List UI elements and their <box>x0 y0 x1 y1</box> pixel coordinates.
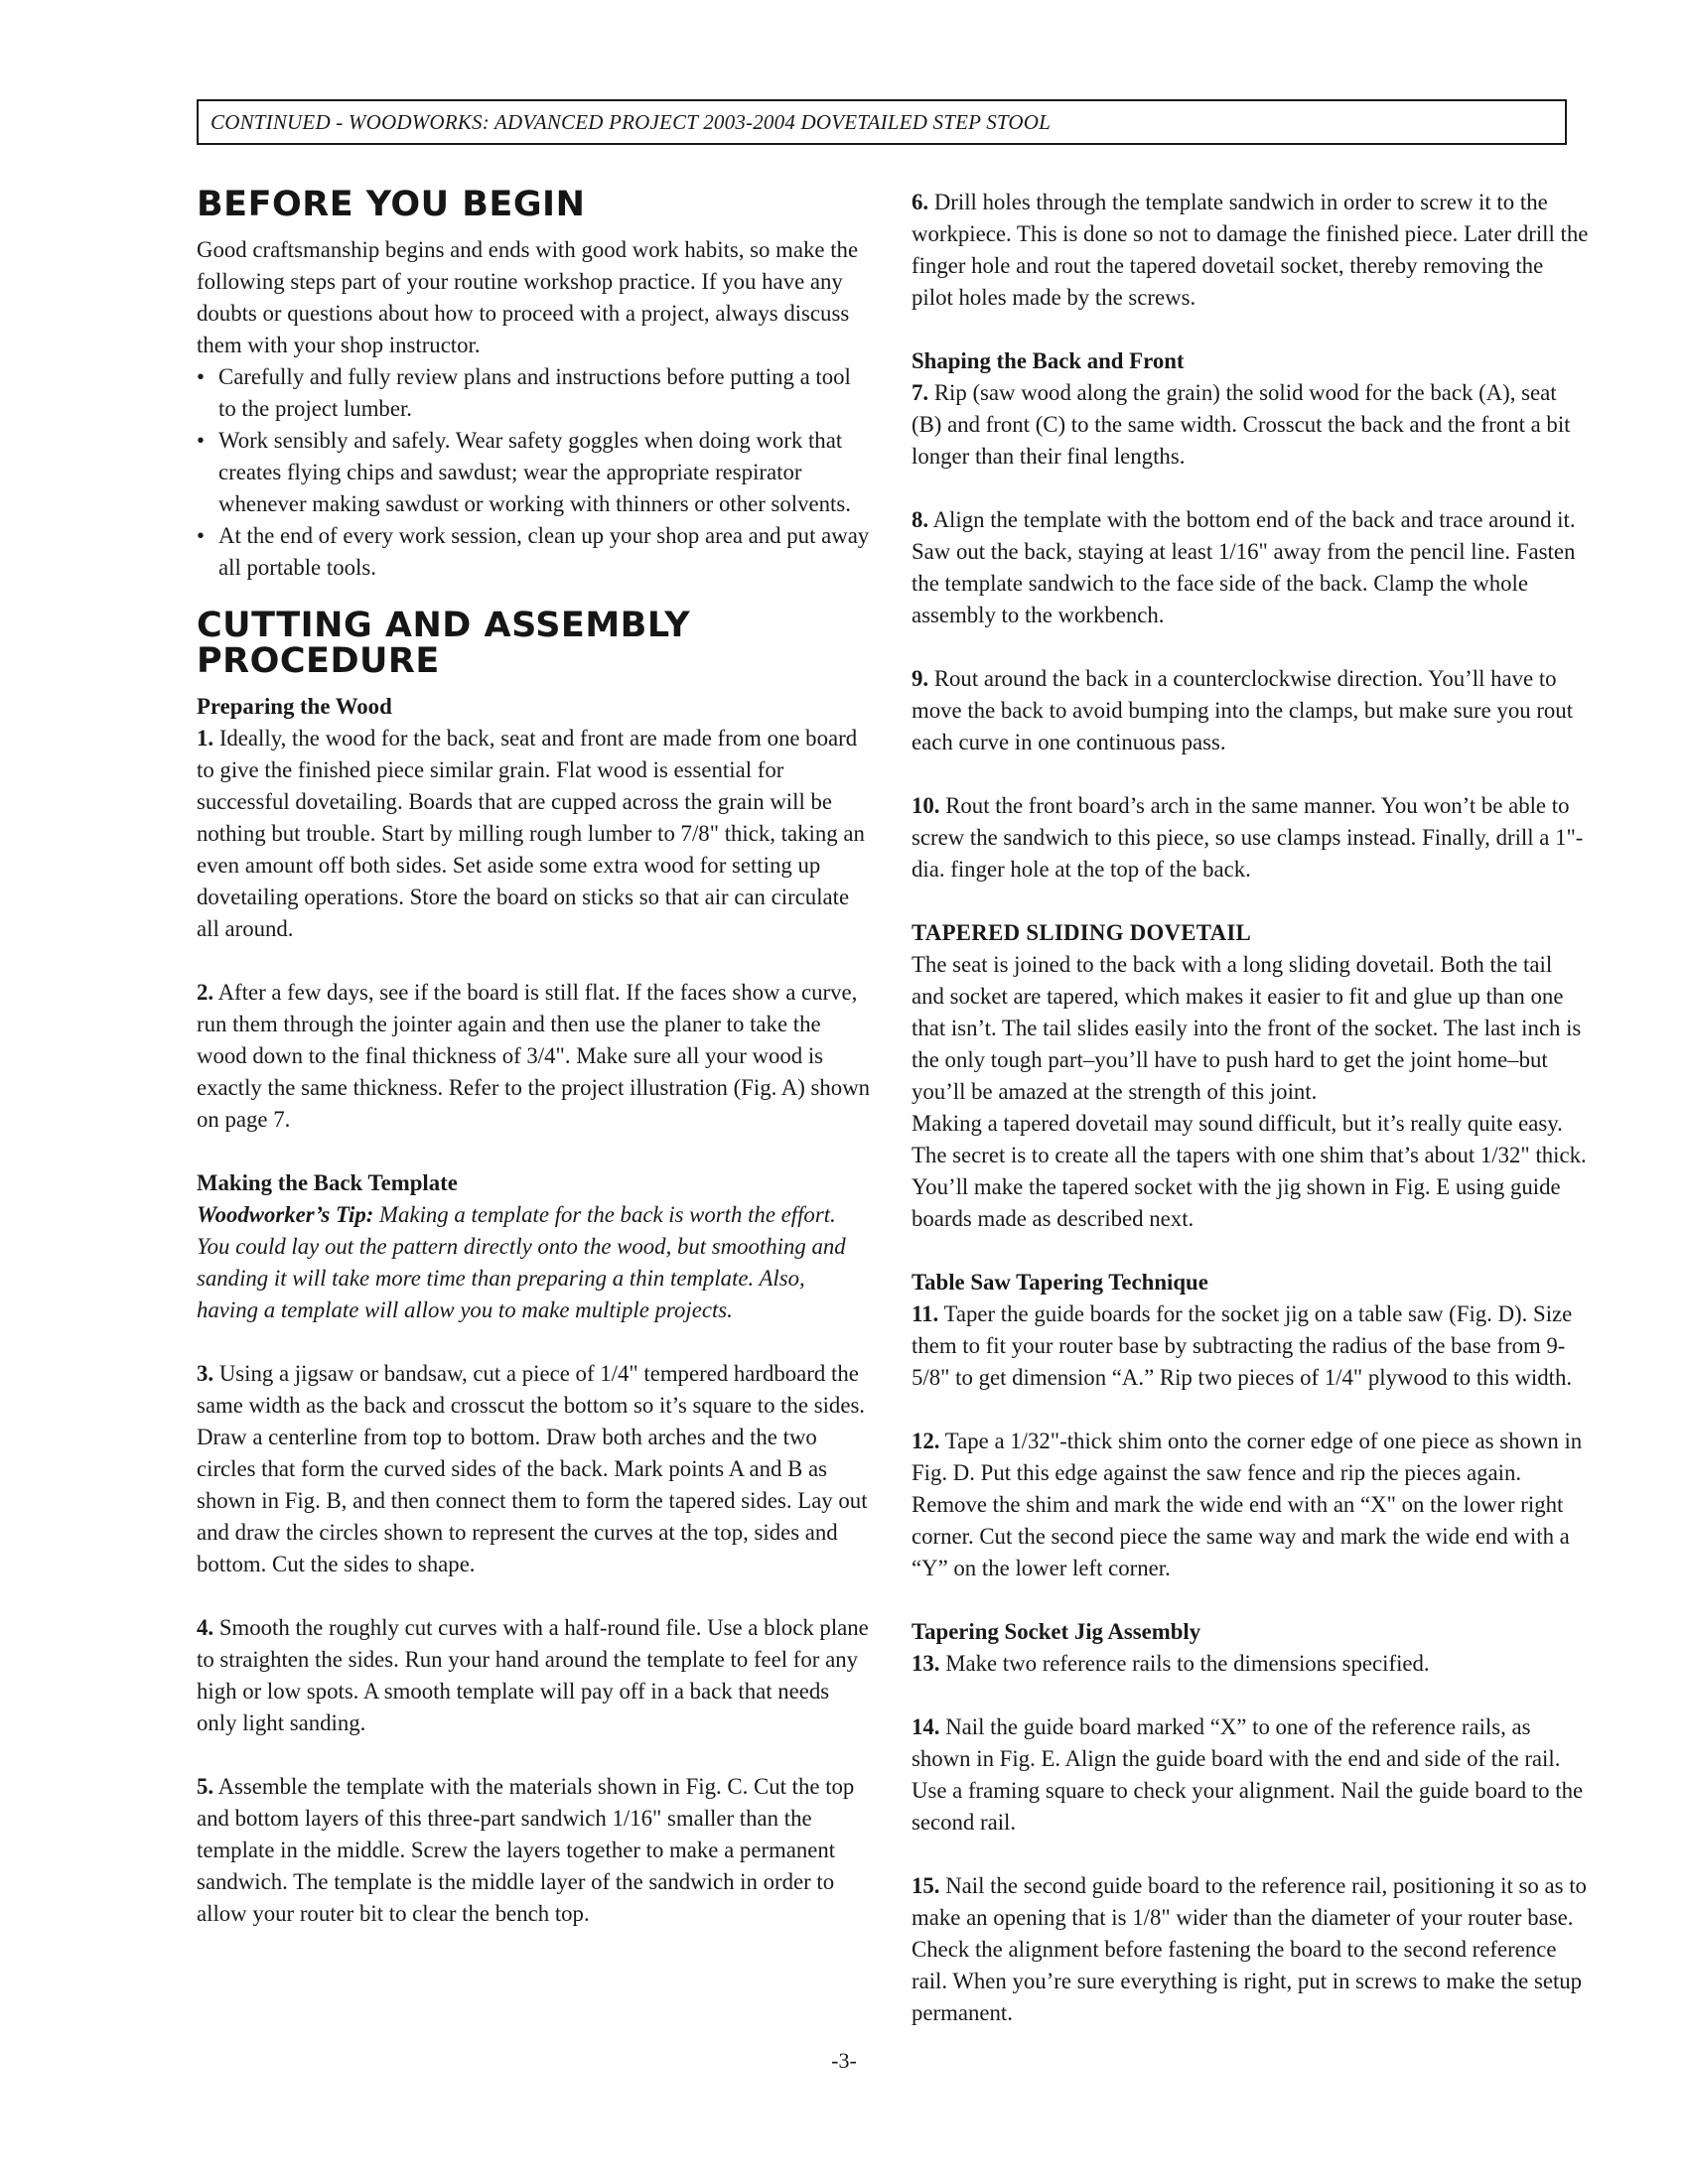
step-number: 10. <box>912 793 940 818</box>
running-header: CONTINUED - WOODWORKS: ADVANCED PROJECT 2003-2004 DOVETAILED STEP STOOL <box>197 99 1567 145</box>
shaping-subhead: Shaping the Back and Front <box>912 348 1185 373</box>
step-6 <box>912 187 1589 314</box>
step-number: 6. <box>912 190 929 214</box>
list-item: • At the end of every work session, clean up your shop area and put away all portable tools. <box>197 520 872 584</box>
cutting-assembly-heading <box>197 608 872 679</box>
step-text: Rout the front board’s arch in the same manner. You won’t be able to screw the sandwich to this piece, so use clamps instead. Finally, drill a 1"-dia. finger hole at the top of the back. <box>912 793 1584 882</box>
step-text: After a few days, see if the board is still flat. If the faces show a curve, run them through the jointer again and then use the planer to take the wood down to the final thickness of 3/4". Make sure all your wood is exactly the same thickness. Refer to the project illustration (Fig. A) shown on page 7. <box>197 980 871 1132</box>
tip-lead: Woodworker’s Tip: <box>197 1202 374 1227</box>
step-number: 4. <box>197 1615 214 1640</box>
step-10 <box>912 790 1589 886</box>
step-text: Taper the guide boards for the socket jig on a table saw (Fig. D). Size them to fit your router base by subtracting the radius of the base from 9-5/8" to get dimension “A.” Rip two pieces of 1/4" plywood to this width. <box>912 1301 1573 1390</box>
step-8 <box>912 504 1589 631</box>
left-column <box>197 187 872 1930</box>
step-number: 8. <box>912 507 929 532</box>
step-text: Tape a 1/32"-thick shim onto the corner edge of one piece as shown in Fig. D. Put this edge against the saw fence and rip the pieces again. Remove the shim and mark the wide end with an “X" on the lower right corner. Cut the second piece the same way and mark the wide end with a “Y” on the lower left corner. <box>912 1429 1583 1580</box>
step-text: Ideally, the wood for the back, seat and front are made from one board to give the finished piece similar grain. Flat wood is essential for successful dovetailing. Boards that are cupped across the grain will be nothing but trouble. Start by milling rough lumber to 7/8" thick, taking an even amount off both sides. Set aside some extra wood for setting up dovetailing operations. Store the board on sticks so that air can circulate all around. <box>197 726 865 941</box>
step-13 <box>912 1648 1589 1680</box>
step-9 <box>912 663 1589 758</box>
step-number: 9. <box>912 666 929 691</box>
dovetail-subhead: TAPERED SLIDING DOVETAIL <box>912 920 1252 945</box>
step-text: Smooth the roughly cut curves with a half-round file. Use a block plane to straighten the sides. Run your hand around the template to feel for any high or low spots. A smooth template will pay off in a back that needs only light sanding. <box>197 1615 869 1735</box>
step-text: Make two reference rails to the dimensions specified. <box>945 1651 1430 1676</box>
step-11 <box>912 1298 1589 1394</box>
step-number: 1. <box>197 726 214 751</box>
right-column <box>912 187 1589 2029</box>
step-number: 14. <box>912 1714 940 1739</box>
page-number: -3- <box>831 2048 857 2073</box>
step-1 <box>197 723 872 945</box>
step-number: 7. <box>912 380 929 405</box>
list-item: • Carefully and fully review plans and instructions before putting a tool to the project lumber. <box>197 361 872 425</box>
step-3 <box>197 1358 872 1580</box>
step-12 <box>912 1426 1589 1584</box>
step-number: 13. <box>912 1651 940 1676</box>
list-item: • Work sensibly and safely. Wear safety goggles when doing work that creates flying chips and sawdust; wear the appropriate respirator whenever making sawdust or working with thinners or other solvents. <box>197 425 872 520</box>
step-14 <box>912 1711 1589 1839</box>
preparing-wood-subhead: Preparing the Wood <box>197 694 392 719</box>
before-you-begin-heading: BEFORE YOU BEGIN <box>197 185 586 224</box>
step-number: 11. <box>912 1301 939 1326</box>
step-text: Rip (saw wood along the grain) the solid wood for the back (A), seat (B) and front (C) to the same width. Crosscut the back and the front a bit longer than their final lengths. <box>912 380 1571 469</box>
step-text: Using a jigsaw or bandsaw, cut a piece of 1/4" tempered hardboard the same width as the back and crosscut the bottom so it’s square to the sides. Draw a centerline from top to bottom. Draw both arches and the two circles that form the curved sides of the back. Mark points A and B as shown in Fig. B, and then connect them to form the tapered sides. Lay out and draw the circles shown to represent the curves at the top, sides and bottom. Cut the sides to shape. <box>197 1361 868 1576</box>
step-5 <box>197 1771 872 1930</box>
tip-text: Making a template for the back is worth the effort. You could lay out the pattern directly onto the wood, but smoothing and sanding it will take more time than preparing a thin template. Also, having a template will allow you to make multiple projects. <box>197 1202 846 1322</box>
woodworker-tip <box>197 1199 872 1326</box>
step-number: 3. <box>197 1361 214 1386</box>
jig-assembly-subhead: Tapering Socket Jig Assembly <box>912 1619 1201 1644</box>
step-text: Nail the second guide board to the reference rail, positioning it so as to make an opening that is 1/8" wider than the diameter of your router base. Check the alignment before fastening the board to the second reference rail. When you’re sure everything is right, put in screws to make the setup permanent. <box>912 1873 1587 2025</box>
work-habits-list <box>197 361 872 584</box>
heading-line: PROCEDURE <box>197 641 440 681</box>
heading-line: CUTTING AND ASSEMBLY <box>197 606 691 645</box>
dovetail-paragraph: The seat is joined to the back with a long sliding dovetail. Both the tail and socket are tapered, which makes it easier to fit and glue up than one that isn’t. The tail slides easily into the front of the socket. The last inch is the only tough part–you’ll have to push hard to get the joint home–but you’ll be amazed at the strength of this joint. <box>912 952 1582 1104</box>
step-number: 2. <box>197 980 214 1005</box>
step-7 <box>912 377 1589 473</box>
step-text: Nail the guide board marked “X” to one of the reference rails, as shown in Fig. E. Align the guide board with the end and side of the rail. Use a framing square to check your alignment. Nail the guide board to the second rail. <box>912 1714 1584 1835</box>
step-number: 15. <box>912 1873 940 1898</box>
intro-paragraph: Good craftsmanship begins and ends with good work habits, so make the following steps part of your routine workshop practice. If you have any doubts or questions about how to proceed with a project, always discuss them with your shop instructor. <box>197 237 859 357</box>
dovetail-paragraph: Making a tapered dovetail may sound difficult, but it’s really quite easy. The secret is to create all the tapers with one shim that’s about 1/32" thick. You’ll make the tapered socket with the jig shown in Fig. E using guide boards made as described next. <box>912 1111 1587 1231</box>
table-saw-subhead: Table Saw Tapering Technique <box>912 1270 1208 1295</box>
step-number: 12. <box>912 1429 940 1453</box>
step-text: Drill holes through the template sandwich in order to screw it to the workpiece. This is done so not to damage the finished piece. Later drill the finger hole and rout the tapered dovetail socket, thereby removing the pilot holes made by the screws. <box>912 190 1589 310</box>
step-text: Rout around the back in a counterclockwise direction. You’ll have to move the back to avoid bumping into the clamps, but make sure you rout each curve in one continuous pass. <box>912 666 1574 754</box>
step-number: 5. <box>197 1774 214 1799</box>
step-15 <box>912 1870 1589 2029</box>
step-text: Align the template with the bottom end of the back and trace around it. Saw out the back, staying at least 1/16" away from the pencil line. Fasten the template sandwich to the face side of the back. Clamp the whole assembly to the workbench. <box>912 507 1576 627</box>
step-text: Assemble the template with the materials shown in Fig. C. Cut the top and bottom layers of this three-part sandwich 1/16" smaller than the template in the middle. Screw the layers together to make a permanent sandwich. The template is the middle layer of the sandwich in order to allow your router bit to clear the bench top. <box>197 1774 855 1926</box>
back-template-subhead: Making the Back Template <box>197 1170 458 1195</box>
step-2 <box>197 977 872 1136</box>
step-4 <box>197 1612 872 1739</box>
